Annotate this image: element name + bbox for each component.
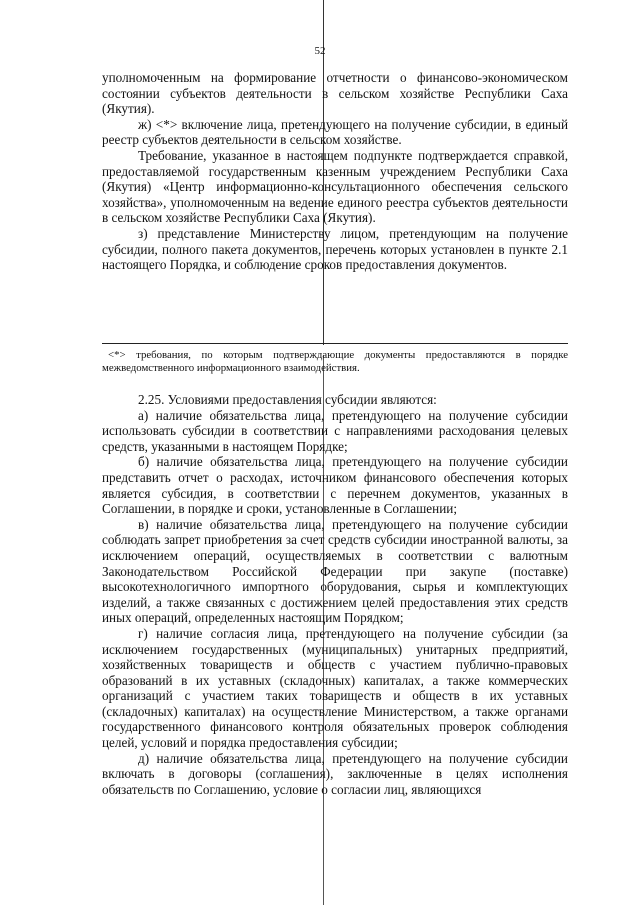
paragraph-continuation: уполномоченным на формирование отчетности о финансово-экономическом состоянии субъектов деятельности в сельском хозяйстве Республики Саха (Якутия).: [102, 70, 568, 117]
section-heading-2-25: 2.25. Условиями предоставления субсидии являются:: [138, 392, 437, 407]
paragraph-item-d: д) наличие обязательства лица, претендующего на получение субсидии включать в договоры (соглашения), заключенные в целях исполнения обязательств по Соглашению, условие о согласии лиц, являющихся: [102, 750, 568, 797]
paragraph-item-z: з) представление Министерству лицом, претендующим на получение субсидии, полного пакета документов, перечень которых установлен в пункте 2.1 настоящего Порядка, и соблюдение сроков предоставления документов.: [102, 225, 568, 273]
paragraph-item-zh: ж) <*> включение лица, претендующего на получение субсидии, в единый реестр субъектов деятельности в сельском хозяйстве.: [102, 116, 568, 148]
document-body-bottom: [102, 392, 568, 797]
footnote: [102, 349, 568, 375]
paragraph-requirement: Требование, указанное в настоящем подпункте подтверждается справкой, предоставляемой государственным казенным учреждением Республики Саха (Якутия) «Центр информационно-консультационного обеспечения сельского хозяйства», уполномоченным на ведение единого реестра субъектов деятельности в сельском хозяйстве Республики Саха (Якутия).: [102, 147, 568, 226]
paragraph-item-b: б) наличие обязательства лица, претендующего на получение субсидии представить отчет о расходах, источником финансового обеспечения которых является субсидия, в соответствии с перечнем документов, указанных в Соглашении, в порядке и сроки, установленные в Соглашении;: [102, 454, 568, 517]
paragraph-item-g: г) наличие согласия лица, претендующего на получение субсидии (за исключением государственных (муниципальных) унитарных предприятий, хозяйственных товариществ и обществ с участием публично-правовых образований в их уставных (складочных) капиталах, а также коммерческих организаций с участием таких товариществ и обществ в их уставных (складочных) капиталах) на осуществление Министерством, а также органами государственного финансового контроля обязательных проверок соблюдения целей, условий и порядка предоставления субсидии;: [102, 625, 568, 751]
footnote-text: <*> требования, по которым подтверждающие документы предоставляются в порядке межведомственного информационного взаимодействия.: [102, 349, 568, 374]
paragraph-item-v: в) наличие обязательства лица, претендующего на получение субсидии соблюдать запрет приобретения за счет средств субсидии иностранной валюты, за исключением операций, осуществляемых в соответствии с валютным Законодательством Российской Федерации при закупе (поставке) высокотехнологичного импортного оборудования, сырья и комплектующих изделий, а также связанных с достижением целей предоставления этих средств иных операций, определенных настоящим Порядком;: [102, 516, 568, 626]
footnote-divider: [102, 343, 568, 344]
page-number: 52: [314, 45, 326, 57]
document-body-top: [102, 70, 568, 273]
paragraph-item-a: а) наличие обязательства лица, претендующего на получение субсидии использовать субсидии в соответствии с направлениями расходования целевых средств, указанными в настоящем Порядке;: [102, 407, 568, 454]
